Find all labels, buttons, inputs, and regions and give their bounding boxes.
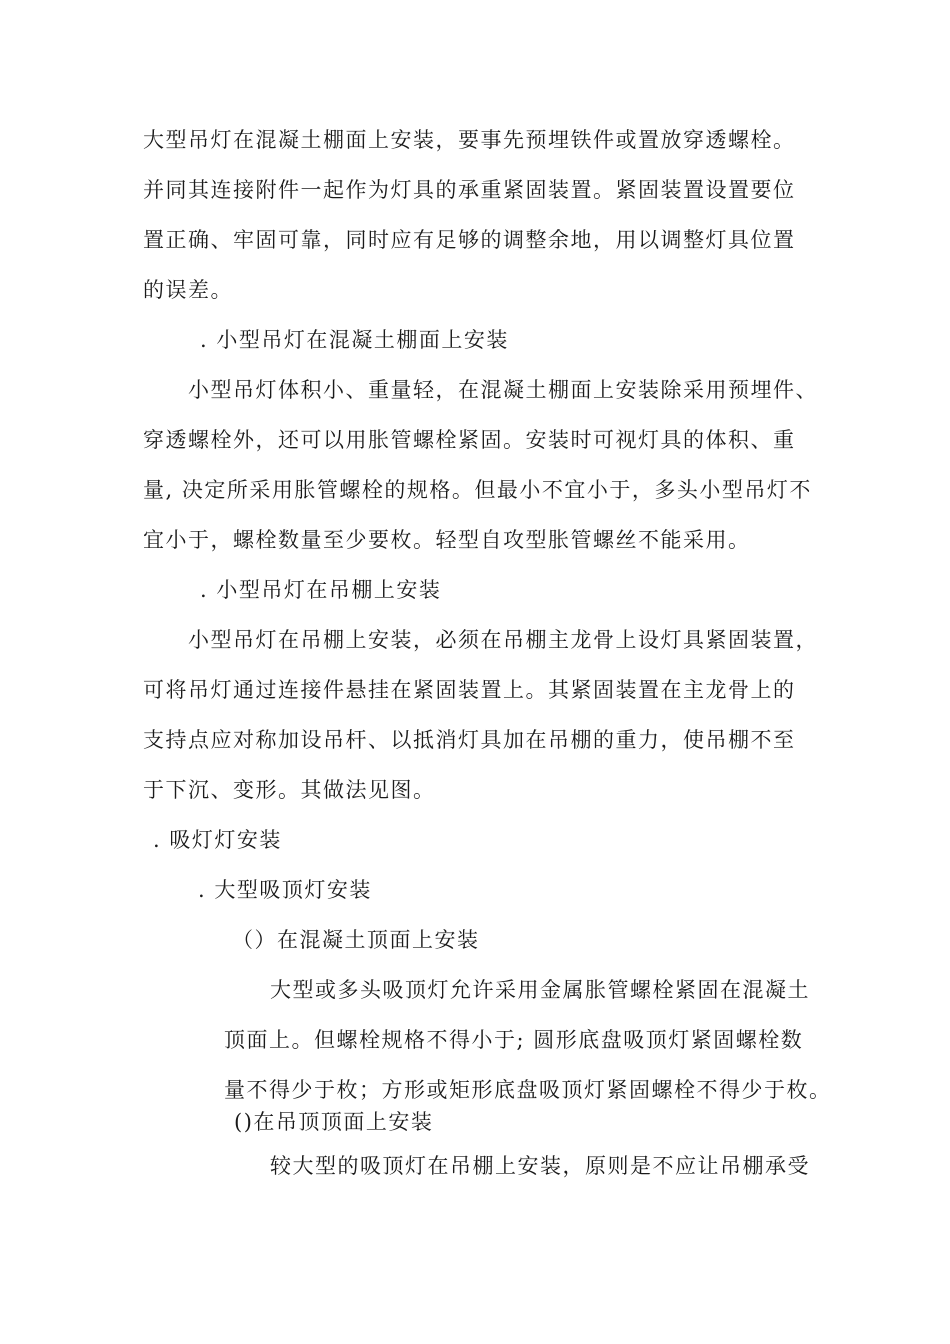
paragraph-line: 量不得少于枚；方形或矩形底盘吸顶灯紧固螺栓不得少于枚。 <box>224 1078 832 1102</box>
paragraph-line: 穿透螺栓外，还可以用胀管螺栓紧固。安装时可视灯具的体积、重 <box>143 428 796 452</box>
paragraph-line: 置正确、牢固可靠，同时应有足够的调整余地，用以调整灯具位置 <box>143 228 796 252</box>
paragraph-line: 于下沉、变形。其做法见图。 <box>143 778 436 802</box>
paragraph-line: 大型或多头吸顶灯允许采用金属胀管螺栓紧固在混凝土 <box>270 978 810 1002</box>
paragraph-line: 可将吊灯通过连接件悬挂在紧固装置上。其紧固装置在主龙骨上的 <box>143 678 796 702</box>
section-heading: . 吸灯灯安装 <box>153 828 282 852</box>
paragraph-line: 小型吊灯体积小、重量轻，在混凝土棚面上安装除采用预埋件、 <box>188 378 818 402</box>
subsection-heading: ()在吊顶顶面上安装 <box>234 1110 434 1134</box>
paragraph-line: 支持点应对称加设吊杆、以抵消灯具加在吊棚的重力，使吊棚不至 <box>143 728 796 752</box>
paragraph-line: 的误差。 <box>143 278 233 302</box>
paragraph-line: 较大型的吸顶灯在吊棚上安装，原则是不应让吊棚承受 <box>270 1154 810 1178</box>
subsection-heading: . 大型吸顶灯安装 <box>198 878 372 902</box>
paragraph-line: 顶面上。但螺栓规格不得小于; 圆形底盘吸顶灯紧固螺栓数 <box>224 1028 804 1052</box>
subsection-heading: （）在混凝土顶面上安装 <box>232 928 480 952</box>
paragraph-line: 小型吊灯在吊棚上安装，必须在吊棚主龙骨上设灯具紧固装置， <box>188 628 818 652</box>
paragraph-line: 大型吊灯在混凝土棚面上安装，要事先预埋铁件或置放穿透螺栓。 <box>143 128 796 152</box>
section-heading: . 小型吊灯在混凝土棚面上安装 <box>200 328 509 352</box>
section-heading: . 小型吊灯在吊棚上安装 <box>200 578 442 602</box>
paragraph-line: 宜小于，螺栓数量至少要枚。轻型自攻型胀管螺丝不能采用。 <box>143 528 751 552</box>
paragraph-line: 并同其连接附件一起作为灯具的承重紧固装置。紧固装置设置要位 <box>143 178 796 202</box>
paragraph-line: 量, 决定所采用胀管螺栓的规格。但最小不宜小于，多头小型吊灯不 <box>143 478 812 502</box>
